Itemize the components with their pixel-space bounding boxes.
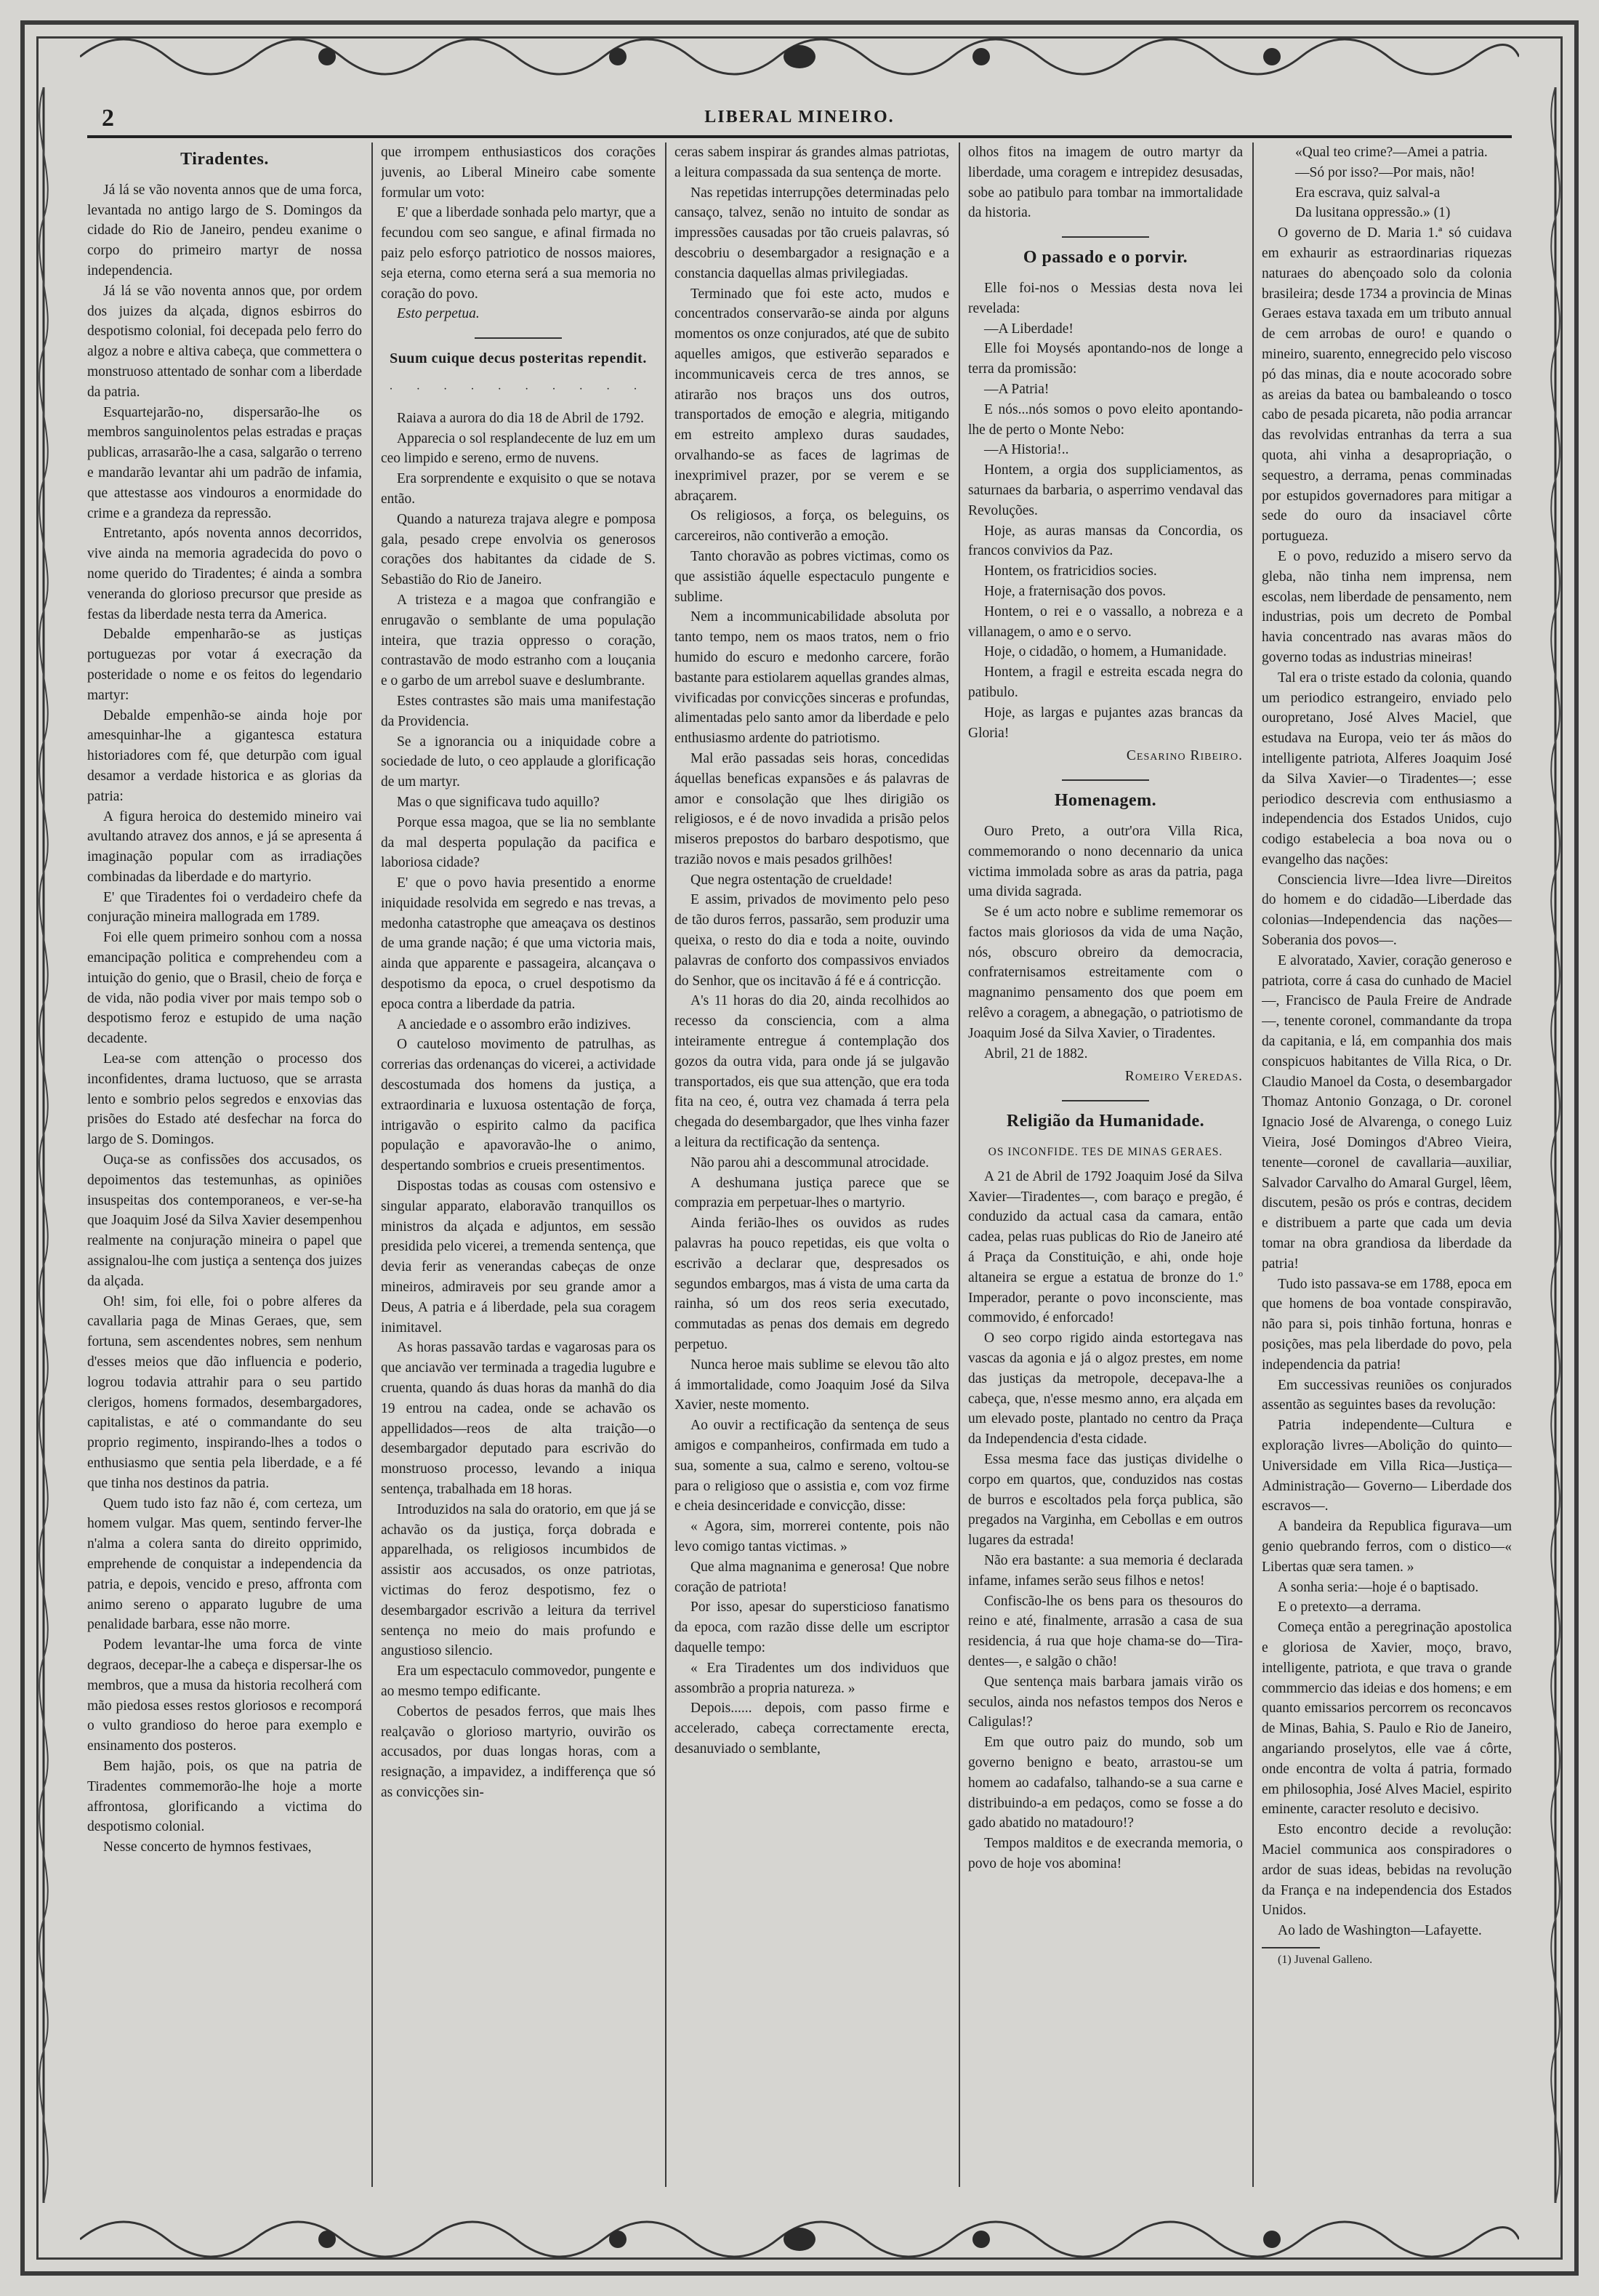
paragraph: Hoje, as auras mansas da Concordia, os francos convivios da Paz. — [968, 523, 1243, 559]
paragraph: Tanto choravão as pobres victimas, como os que assistião áquelle espectaculo pungente e sublime. — [674, 548, 949, 605]
paragraph: Porque essa magoa, que se lia no semblante da mal desperta população da pacifica e laboriosa cidade? — [381, 814, 656, 871]
paragraph: Apparecia o sol resplandecente de luz em um ceo limpido e sereno, ermo de nuvens. — [381, 430, 656, 467]
paragraph: Que sentença mais barbara jamais virão os seculos, ainda nos nefastos tempos dos Neros e Caligulas!? — [968, 1674, 1243, 1730]
column-4 — [968, 143, 1243, 2187]
paragraph: Não era bastante: a sua memoria é declarada infame, infames serão seus filhos e netos! — [968, 1553, 1243, 1589]
top-ornament-border — [80, 26, 1519, 87]
paragraph: E nós...nós somos o povo eleito apontando-lhe de perto o Monte Nebo: — [968, 401, 1243, 438]
paragraph: ceras sabem inspirar ás grandes almas patriotas, a leitura compassada da sua sentença de morte. — [674, 145, 949, 180]
author-signature: Cesarino Ribeiro. — [1126, 748, 1243, 764]
paragraph: Lea-se com attenção o processo dos inconfidentes, drama luctuoso, que se arrasta lento e sombrio pelos segredos e enxovias das prisões do Estado até desfechar na forca do largo de S. Domingos. — [87, 1051, 362, 1148]
paragraph: Tudo isto passava-se em 1788, epoca em que homens de boa vontade conspiravão, não para si, pois tinhão fortuna, honras e posições, mas pela liberdade do povo, pela independencia da patria! — [1262, 1276, 1512, 1373]
paragraph: Já lá se vão noventa annos que de uma forca, levantada no antigo largo de S. Domingos da cidade do Rio de Janeiro, pendeu exanime o corpo do primeiro martyr de nossa independencia. — [87, 182, 362, 278]
paragraph: Os religiosos, a força, os beleguins, os carcereiros, não contiverão a emoção. — [674, 508, 949, 545]
columns-area — [87, 143, 1512, 2187]
left-ornament-border — [29, 87, 58, 2203]
paragraph: Nem a incommunicabilidade absoluta por tanto tempo, nem os maos tratos, nem o frio humido do escuro e medonho carcere, forão bastante para estiolarem aquellas grandes almas, vivificadas por convicções sinceras e profundas, alimentadas pelo santo amor da liberdade e pelo enthusiasmo ardente do patriotismo. — [674, 609, 949, 747]
paragraph: Hoje, a fraternisação dos povos. — [984, 583, 1167, 599]
verse-line: «Qual teo crime?—Amei a patria. — [1295, 145, 1488, 160]
article-heading-suum-cuique: Suum cuique decus posteritas rependit. — [390, 350, 647, 367]
paragraph: Debalde empenhão-se ainda hoje por amesquinhar-lhe a gigantesca estatura historiadores com fé, que deturpão com igual desamor a verdade historica e as glorias da patria: — [87, 707, 362, 804]
author-signature: Romeiro Veredas. — [1124, 1069, 1243, 1085]
article-subheading: OS INCONFIDE. TES DE MINAS GERAES. — [988, 1146, 1223, 1159]
paragraph: O governo de D. Maria 1.ª só cuidava em exhaurir as estraordinarias riquezas naturaes do abençoado solo da colonia brasileira; desde 1734 a provincia de Minas Geraes estava taxada em um tributo annual de cem arrobas de ouro! e quando o mineiro, suarento, ennegrecido pelo viscoso pó das minas, dia e noute acocorado sobre as areias da batea ou bambaleando o tosco cabo de pesada picareta, não podia arrancar das revolvidas entranhas da terra a sua quota, ahi vinha a desapropriação, o sequestro, a derrama, penas comminadas por estupidos governadores para mitigar a sede do ouro da insaciavel côrte portugueza. — [1262, 225, 1512, 545]
paragraph: —A Historia!.. — [984, 442, 1069, 458]
paragraph: Essa mesma face das justiças dividelhe o corpo em quartos, que, conduzidos nas costas de burros e escoltados pela força publica, são pregados na Varginha, em Cebollas e em outros lugares da estrada! — [968, 1452, 1243, 1549]
paragraph: Era um espectaculo commovedor, pungente e ao mesmo tempo edificante. — [381, 1663, 656, 1699]
section-divider — [475, 337, 562, 339]
paragraph: Entretanto, após noventa annos decorridos, vive ainda na memoria agradecida do povo o nome querido do Tiradentes; é ainda a sombra veneranda do glorioso precursor que preside as festas da liberdade nesta terra da America. — [87, 526, 362, 622]
paragraph: olhos fitos na imagem de outro martyr da liberdade, uma coragem e intrepidez desusadas, sobe ao patibulo para tombar na immortalidade da historia. — [968, 145, 1243, 221]
verse-line: Da lusitana oppressão.» (1) — [1295, 205, 1451, 221]
paragraph: A figura heroica do destemido mineiro vai avultando atravez dos annos, e já se apresenta á imaginação popular com as irradiações combinadas da liberdade e do martyrio. — [87, 808, 362, 885]
paragraph: A sonha seria:—hoje é o baptisado. — [1278, 1579, 1479, 1595]
paragraph: Mal erão passadas seis horas, concedidas áquellas beneficas expansões e ás palavras de amor e consolação que lhes dirigião os religiosos, e é de novo invadida a prisão pelos miseros prepostos do barbaro despotismo, que trazião novos e mais pesados grilhões! — [674, 750, 949, 867]
column-rule — [1252, 143, 1254, 2187]
column-rule — [959, 143, 960, 2187]
paragraph: A 21 de Abril de 1792 Joaquim José da Silva Xavier—Tiradentes—, com baraço e pregão, é conduzido da actual casa da camara, então cadea, pelas ruas publicas do Rio de Janeiro até á Praça da Constituição, e ahi, onde hoje altaneira se ergue a estatua de bronze do 1.º Imperador, perante o povo inconsciente, mas commovido, é enforcado! — [968, 1168, 1243, 1326]
footnote: (1) Juvenal Galleno. — [1278, 1953, 1373, 1966]
paragraph: Tal era o triste estado da colonia, quando um periodico estrangeiro, enviado pelo ouropretano, José Alves Maciel, que estudava na Europa, veio ter ás mãos do intelligente patriota, Alferes Joaquim José da Silva Xavier—o Tiradentes—; esse periodico descrevia com enthusiasmo a independencia dos Estados Unidos, cujo codigo estabelecia a boa nova ou o evangelho das nações: — [1262, 670, 1512, 867]
right-ornament-border — [1541, 87, 1570, 2203]
paragraph: Bem hajão, pois, os que na patria de Tiradentes commemorão-lhe hoje a morte affrontosa, glorificando a victima do despotismo colonial. — [87, 1758, 362, 1835]
paragraph: As horas passavão tardas e vagarosas para os que anciavão ver terminada a tragedia lugubre e cruenta, quando ás duas horas da manhã do dia 19 entrou na cadea, onde se achavão os appellidados—reos de alta traição—o desembargador deputado para escrivão do monstruoso processo, levando a iniqua sentença, trabalhada em 18 horas. — [381, 1340, 656, 1497]
paragraph: Quando a natureza trajava alegre e pomposa gala, pesado crepe envolvia os generosos corações dos habitantes da cidade de S. Sebastião do Rio de Janeiro. — [381, 511, 656, 588]
footnote-divider — [1262, 1947, 1320, 1948]
paragraph: Hontem, a fragil e estreita escada negra do patibulo. — [968, 665, 1243, 700]
verse-line: —Só por isso?—Por mais, não! — [1295, 164, 1475, 180]
paragraph: Debalde empenharão-se as justiças portuguezas por votar á execração da posteridade o nome e os feitos do legendario martyr: — [87, 627, 362, 703]
paragraph: E alvoratado, Xavier, coração generoso e patriota, corre á casa do cunhado de Maciel—, Francisco de Paula Freire de Andrade—, tenente coronel, commandante da tropa da capitania, e lá, em companhia dos mais conspicuos habitantes de Villa Rica, o Dr. Claudio Manoel da Costa, o desembargador Thomaz Antonio Gonzaga, o Dr. coronel Ignacio José de Alvarenga, o conego Luiz Vieira, José Domingos d'Abreo Vieira, tenente—coronel de cavallaria—auxiliar, Salvador Carvalho do Amaral Gurgel, lêem, discutem, pesão os prós e contras, decidem e distribuem a parte que cada um devia tomar na obra grandiosa da liberdade da patria! — [1262, 952, 1512, 1272]
paragraph: Terminado que foi este acto, mudos e concentrados conservarão-se ainda por alguns momentos os onze conjurados, até que de subito aquelles amigos, que estiverão separados e incommunicaveis cerca de tres annos, se atirarão nos braços uns dos outros, transportados de emoção e alegria, mitigando em estreito amplexo duras saudades, orvalhando-se as faces de lagrimas de inexprimivel prazer, por se verem e se abraçarem. — [674, 286, 949, 504]
paragraph: Nunca heroe mais sublime se elevou tão alto á immortalidade, como Joaquim José da Silva Xavier, neste momento. — [674, 1357, 949, 1413]
paragraph: Por isso, apesar do supersticioso fanatismo da epoca, com razão disse delle um escriptor daquelle tempo: — [674, 1599, 949, 1655]
paragraph: Dispostas todas as cousas com ostensivo e singular apparato, elaboravão tranquillos os ministros da alçada e adjuntos, em sessão presidida pelo vicerei, a tremenda sentença, que devia ferir as venerandas cabeças de onze mineiros, admiraveis por seu grande amor a Deus, A patria e á liberdade, pela sua coragem inimitavel. — [381, 1179, 656, 1336]
paragraph: Tempos malditos e de execranda memoria, o povo de hoje vos abomina! — [968, 1836, 1243, 1871]
paragraph: Hontem, os fratricidios socies. — [984, 563, 1157, 579]
paragraph: Confiscão-lhe os bens para os thesouros do reino e até, finalmente, arrasão a casa de sua residencia, á rua que hoje chama-se do—Tira-dentes—, e salgão o chão! — [968, 1593, 1243, 1669]
paragraph: Foi elle quem primeiro sonhou com a nossa emancipação politica e comprehendeu com a intuição do genio, que o Brasil, cheio de força e de vida, não podia viver por mais tempo sob o despotismo feroz e estupido de uma nação decadente. — [87, 930, 362, 1047]
paragraph: Se é um acto nobre e sublime rememorar os factos mais gloriosos da vida de uma Nação, nós, obscuro obreiro da democracia, confraternisamos estreitamente com o magnanimo pensamento dos que poem em relêvo a coragem, a abnegação, o patriotismo de Joaquim José da Silva Xavier, o Tiradentes. — [968, 904, 1243, 1041]
paragraph: E o povo, reduzido a misero servo da gleba, não tinha nem imprensa, nem escolas, nem liberdade de pensamento, nem industrias, pois um decreto de Pombal havia concentrado nas avaras mãos do governo todas as industrias mineiras! — [1262, 548, 1512, 665]
dateline: Abril, 21 de 1882. — [984, 1045, 1088, 1061]
paragraph: Elle foi Moysés apontando-nos de longe a terra da promissão: — [968, 341, 1243, 377]
paragraph: Estes contrastes são mais uma manifestação da Providencia. — [381, 693, 656, 729]
article-heading-religiao: Religião da Humanidade. — [1006, 1112, 1205, 1131]
paragraph: A bandeira da Republica figurava—um genio quebrando ferros, com o distico—« Libertas quæ sera tamen. » — [1262, 1519, 1512, 1575]
paragraph: Patria independente—Cultura e exploração livres—Abolição do quinto—Universidade em Villa Rica—Justiça—Administração— Governo— Liberdade dos escravos—. — [1262, 1418, 1512, 1514]
paragraph: E' que o povo havia presentido a enorme iniquidade resolvida em segredo e nas trevas, a medonha catastrophe que ameaçava os destinos de uma grande nação; é que uma victoria mais, ainda que apparente e passageira, alcançava o despotismo da epoca, o cruel despotismo da epoca contra a liberdade da patria. — [381, 875, 656, 1012]
column-2 — [381, 143, 656, 2187]
section-divider — [1062, 779, 1149, 781]
dotted-divider: · · · · · · · · · · — [389, 382, 648, 396]
article-heading-tiradentes: Tiradentes. — [180, 150, 269, 169]
paragraph: Era sorprendente e exquisito o que se notava então. — [381, 471, 656, 507]
verse-line: Era escrava, quiz salval-a — [1295, 185, 1441, 201]
paragraph: E assim, privados de movimento pelo peso de tão duros ferros, passarão, sem produzir uma queixa, o resto do dia e toda a noite, ouvindo palavras de conforto dos compassivos enviados do Senhor, que os incitavão á fé e á contricção. — [674, 892, 949, 989]
paragraph: Depois...... depois, com passo firme e accelerado, cabeça correctamente erecta, desanuviado o semblante, — [674, 1701, 949, 1757]
paragraph: A tristeza e a magoa que confrangião e enrugavão o semblante de uma população inteira, que trazia oppresso o coração, contrastavão de modo estranho com a louçania e o garbo de um arrebol suave e deslumbrante. — [381, 592, 656, 689]
page-number: 2 — [102, 105, 114, 132]
paragraph: Esquartejarão-no, dispersarão-lhe os membros sanguinolentos pelas estradas e praças publicas, arrasarão-lhe a casa, salgarão o terreno e mandarão levantar ahi um padrão de infamia, que attestasse aos vindouros a enormidade do crime e a grandeza da repressão. — [87, 404, 362, 521]
paragraph: Hontem, o rei e o vassallo, a nobreza e a villanagem, o amo e o servo. — [968, 603, 1243, 640]
paragraph: Se a ignorancia ou a iniquidade cobre a sociedade de luto, o ceo applaude a glorificação de um martyr. — [381, 734, 656, 790]
paragraph: Em que outro paiz do mundo, sob um governo benigno e beato, arrastou-se um homem ao cadafalso, talhando-se a sua carne e distribuindo-a em pedaços, como se fosse a do gado abatido no matadouro!? — [968, 1735, 1243, 1831]
paragraph: —A Patria! — [984, 381, 1050, 397]
paragraph: E o pretexto—a derrama. — [1278, 1599, 1422, 1615]
paragraph: A anciedade e o assombro erão indizives. — [397, 1016, 632, 1032]
paragraph: Ainda ferião-lhes os ouvidos as rudes palavras ha pouco repetidas, eis que volta o escrivão a declarar que, despresados os segundos embargos, mas á vista de uma carta da rainha, só um dos reos seria executado, commutadas as penas dos demais em degredo perpetuo. — [674, 1216, 949, 1353]
paragraph: Nesse concerto de hymnos festivaes, — [103, 1839, 312, 1855]
paragraph: Hoje, o cidadão, o homem, a Humanidade. — [984, 644, 1227, 660]
paragraph: A deshumana justiça parece que se comprazia em perpetuar-lhes o martyrio. — [674, 1175, 949, 1211]
paragraph: Introduzidos na sala do oratorio, em que já se achavão os da justiça, força dobrada e apparelhada, os religiosos incumbidos de assistir aos accusados, os onze patriotas, victimas do feroz despotismo, fez o desembargador escrivão a leitura da terrivel sentença no meio do mais profundo e angustioso silencio. — [381, 1501, 656, 1659]
paragraph: Em successivas reuniões os conjurados assentão as seguintes bases da revolução: — [1262, 1377, 1512, 1413]
newspaper-title: LIBERAL MINEIRO. — [704, 108, 895, 127]
paragraph: E' que Tiradentes foi o verdadeiro chefe da conjuração mineira mallograda em 1789. — [87, 889, 362, 926]
paragraph: Não parou ahi a descommunal atrocidade. — [690, 1155, 930, 1171]
motto-text: Esto perpetua. — [397, 306, 480, 322]
paragraph: Raiava a aurora do dia 18 de Abril de 1792. — [397, 410, 645, 426]
paragraph: Elle foi-nos o Messias desta nova lei revelada: — [968, 280, 1243, 316]
paragraph: Começa então a peregrinação apostolica e gloriosa de Xavier, moço, bravo, intelligente, patriota, e que trava o grande commmercio das ideias e dos homens; e em quanto emissarios percorrem os reconcavos de Minas, Bahia, S. Paulo e Rio de Janeiro, angariando proselytos, elle vae á côrte, onde encontra de volta á patria, formado em philosophia, José Alves Maciel, espirito eminente, caracter resoluto e decisivo. — [1262, 1620, 1512, 1818]
paragraph: A's 11 horas do dia 20, ainda recolhidos ao recesso da consciencia, com a alma inteiramente entregue á contemplação dos gozos da outra vida, para onde já se julgavão transportados, eis que sua attenção, que era toda fita na ceo, é, outra vez chamada á terra pela chegada do desembargador, que lhes vinha fazer a leitura da rectificação da sentença. — [674, 993, 949, 1151]
column-5 — [1262, 143, 1512, 2187]
paragraph: Quem tudo isto faz não é, com certeza, um homem vulgar. Mas quem, sentindo ferver-lhe n'alma a colera santa do direito opprimido, emprehende de conquistar a independencia da patria, e depois, vencido e preso, affronta com animo sereno o apparato lugubre de uma penalidade barbara, esse não morre. — [87, 1496, 362, 1633]
paragraph: Que alma magnanima e generosa! Que nobre coração de patriota! — [674, 1559, 949, 1595]
paragraph: Ouro Preto, a outr'ora Villa Rica, commemorando o nono decennario da unica victima immolada sobre as aras da patria, paga uma divida sagrada. — [968, 823, 1243, 900]
column-rule — [665, 143, 666, 2187]
section-divider — [1062, 1100, 1149, 1101]
paragraph: Nas repetidas interrupções determinadas pelo cansaço, talvez, senão no intuito de sondar as impressões causadas por tão crueis palavras, só descobriu o desembargador a resignação e a constancia daquellas almas privilegiadas. — [674, 185, 949, 281]
section-divider — [1062, 236, 1149, 238]
paragraph: Hoje, as largas e pujantes azas brancas da Gloria! — [968, 705, 1243, 741]
paragraph: —A Liberdade! — [984, 321, 1074, 337]
paragraph: que irrompem enthusiasticos dos corações juvenis, ao Liberal Mineiro cabe somente formular um voto: — [381, 145, 656, 201]
column-1 — [87, 143, 362, 2187]
paragraph: Ouça-se as confissões dos accusados, os depoimentos das testemunhas, as opiniões insuspeitas dos contemporaneos, e ver-se-ha que Joaquim José da Silva Xavier desempenhou realmente na conjuração mineira o papel que assignalou-lhe com justiça a sentença dos juizes da alçada. — [87, 1152, 362, 1289]
article-heading-homenagem: Homenagem. — [1054, 791, 1157, 811]
column-3 — [674, 143, 949, 2187]
paragraph: Que negra ostentação de crueldade! — [690, 872, 893, 888]
bottom-ornament-border — [80, 2209, 1519, 2270]
paragraph: Oh! sim, foi elle, foi o pobre alferes da cavallaria paga de Minas Geraes, que, sem fortuna, sem ascendentes nobres, sem nenhum d'esses meios que dão influencia e poderio, logrou todavia attrahir para o seu partido clerigos, homens formados, desembargadores, capitalistas, e até o commandante do seu proprio regimento, inspirando-lhes a todos o enthusiasmo que sentia pela liberdade, e a fé que tinha nos destinos da patria. — [87, 1293, 362, 1491]
paragraph: Mas o que significava tudo aquillo? — [397, 794, 600, 810]
paragraph: « Era Tiradentes um dos individuos que assombrão a propria natureza. » — [674, 1660, 949, 1696]
paragraph: Esto encontro decide a revolução: Maciel communica aos conspiradores o ardor de suas ideas, bebidas na revolução da França e na independencia dos Estados Unidos. — [1262, 1822, 1512, 1919]
paragraph: Já lá se vão noventa annos que, por ordem dos juizes da alçada, dignos esbirros do despotismo colonial, foi decepada pelo ferro do algoz a nobre e altiva cabeça, que commettera o monstruoso attentado de sonhar com a liberdade da patria. — [87, 283, 362, 400]
page-header — [87, 102, 1512, 138]
article-heading-passado-porvir: O passado e o porvir. — [1023, 248, 1188, 268]
paragraph: Consciencia livre—Idea livre—Direitos do homem e do cidadão—Liberdade das colonias—Independencia das nações—Soberania dos povos—. — [1262, 872, 1512, 949]
paragraph: Ao lado de Washington—Lafayette. — [1278, 1923, 1482, 1939]
paragraph: Cobertos de pesados ferros, que mais lhes realçavão o glorioso martyrio, ouvirão os accusados, por duas longas horas, com a resignação, a impavidez, a indifferença que só as convicções sin- — [381, 1703, 656, 1800]
paragraph: Podem levantar-lhe uma forca de vinte degraos, decepar-lhe a cabeça e dispersar-lhe os membros, que a musa da historia recolherá com mão piedosa esses restos gloriosos e recomporá o vulto grandioso do heroe para exemplo e ensinamento dos posteros. — [87, 1637, 362, 1754]
column-rule — [371, 143, 373, 2187]
paragraph: E' que a liberdade sonhada pelo martyr, que a fecundou com seo sangue, e afinal firmada no paiz pelo esforço patriotico de nossos maiores, seja eterna, como eterna será a sua memoria no coração do povo. — [381, 205, 656, 302]
paragraph: O cauteloso movimento de patrulhas, as correrias das ordenanças do vicerei, a actividade descostumada dos homens da justiça, a extraordinaria e luxuosa ostentação de força, intrigavão o espirito calmo da pacifica população e apavoravão-lhe o animo, despertando sombrios e crueis presentimentos. — [381, 1037, 656, 1174]
paragraph: Hontem, a orgia dos suppliciamentos, as saturnaes da barbaria, o asperrimo vendaval das Revoluções. — [968, 462, 1243, 518]
paragraph: Ao ouvir a rectificação da sentença de seus amigos e companheiros, confirmada em tudo a sua, somente a sua, calmo e sereno, voltou-se para o religioso que o assistia e, com voz firme e cheia desinceridade e convicção, disse: — [674, 1418, 949, 1514]
paragraph: « Agora, sim, morrerei contente, pois não levo comigo tantas victimas. » — [674, 1519, 949, 1554]
paragraph: O seo corpo rigido ainda estortegava nas vascas da agonia e já o algoz prestes, em nome das justiças da metropole, decepava-lhe a cabeça, que, n'esse mesmo anno, era alçada em um elevado poste, plantado no centro da Praça da Independencia d'esta cidade. — [968, 1330, 1243, 1448]
